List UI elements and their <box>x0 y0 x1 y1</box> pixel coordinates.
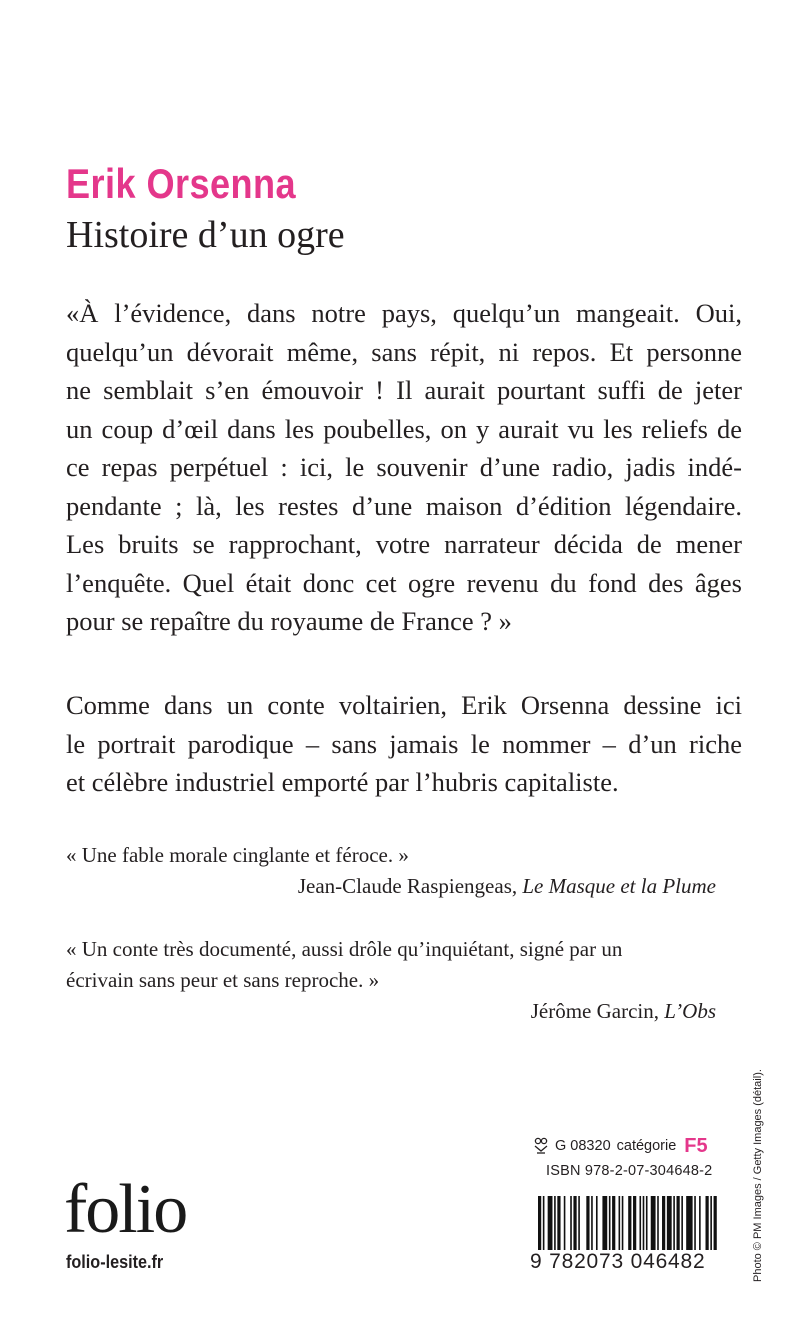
blurb-quote <box>66 294 742 641</box>
barcode-bar <box>573 1196 576 1250</box>
barcode-bar <box>657 1196 659 1250</box>
barcode-bar <box>646 1196 648 1250</box>
barcode-bar <box>612 1196 615 1250</box>
barcode-bar <box>639 1196 641 1250</box>
author-name: Erik Orsenna <box>66 160 297 207</box>
press-quote <box>66 840 716 902</box>
barcode-bar <box>628 1196 631 1250</box>
barcode-bar <box>633 1196 636 1250</box>
blurb-line: «À l’évidence, dans notre pays, quelqu’un mangeait. Oui, <box>66 298 742 328</box>
blurb-line: Les bruits se rapprochant, votre narrateur décida de mener <box>66 529 742 559</box>
barcode-bar <box>596 1196 598 1250</box>
barcode-bar <box>643 1196 645 1250</box>
blurb-line: pendante ; là, les restes d’une maison d’édition légendaire. <box>66 490 742 521</box>
barcode-bar <box>714 1196 717 1250</box>
quote-source-name: Jérôme Garcin, <box>530 999 660 1023</box>
barcode-digits: 9 782073 046482 <box>530 1250 706 1273</box>
barcode-bar <box>662 1196 665 1250</box>
barcode-bar <box>667 1196 672 1250</box>
publisher-website: folio-lesite.fr <box>66 1252 164 1272</box>
summary-line: et célèbre industriel emporté par l’hubris capitaliste. <box>66 767 619 797</box>
price-category: F5 <box>684 1134 708 1157</box>
blurb-line: l’enquête. Quel était donc cet ogre revenu du fond des âges <box>66 567 742 598</box>
summary-line: Comme dans un conte voltairien, Erik Orsenna dessine ici <box>66 690 742 720</box>
book-title: Histoire d’un ogre <box>66 214 345 256</box>
barcode-bar <box>570 1196 572 1250</box>
blurb-line: quelqu’un dévorait même, sans répit, ni repos. Et personne <box>66 336 742 367</box>
barcode-bar <box>673 1196 675 1250</box>
quote-source-publication: L’Obs <box>664 999 716 1023</box>
barcode-bar <box>557 1196 560 1250</box>
blurb-line: pour se repaître du royaume de France ? » <box>66 606 512 636</box>
quote-text: écrivain sans peur et sans reproche. » <box>66 968 380 992</box>
colophon <box>533 1133 723 1179</box>
barcode-bar <box>677 1196 680 1250</box>
isbn: ISBN 978-2-07-304648-2 <box>546 1163 713 1179</box>
quote-source-name: Jean-Claude Raspiengeas, <box>297 874 518 898</box>
press-quote <box>66 934 716 1027</box>
barcode-bar <box>564 1196 566 1250</box>
blurb-line: un coup d’œil dans les poubelles, on y aurait vu les reliefs de <box>66 413 742 444</box>
barcode-bar <box>619 1196 621 1250</box>
barcode-bar <box>681 1196 683 1250</box>
barcode-bar <box>710 1196 712 1250</box>
photo-credit: Photo © PM Images / Getty Images (détail). <box>752 1069 764 1282</box>
barcode-bar <box>591 1196 593 1250</box>
barcode-bar <box>686 1196 692 1250</box>
barcode-bar <box>543 1196 545 1250</box>
barcode-bar <box>578 1196 580 1250</box>
barcode-bar <box>622 1196 624 1250</box>
quote-text: « Un conte très documenté, aussi drôle qu’inquiétant, signé par un <box>66 937 623 961</box>
blurb-line: ne semblait s’en émouvoir ! Il aurait pourtant suffi de jeter <box>66 375 742 405</box>
quote-source-publication: Le Masque et la Plume <box>522 874 716 898</box>
summary-paragraph <box>66 686 742 802</box>
barcode-bar <box>554 1196 556 1250</box>
blurb-line: ce repas perpétuel : ici, le souvenir d’une radio, jadis indé- <box>66 452 742 482</box>
category-label: catégorie <box>616 1138 677 1154</box>
barcode-bar <box>548 1196 553 1250</box>
barcode-bar <box>538 1196 541 1250</box>
quote-source <box>66 871 716 902</box>
barcode-bar <box>699 1196 701 1250</box>
barcode-bar <box>609 1196 611 1250</box>
barcode-bar <box>586 1196 589 1250</box>
barcode-bar <box>651 1196 656 1250</box>
barcode-bar <box>602 1196 607 1250</box>
quote-source <box>66 996 716 1027</box>
publisher-logo: folio <box>64 1171 187 1248</box>
barcode-bar <box>706 1196 709 1250</box>
distribution-code: G 08320 <box>555 1138 611 1154</box>
summary-line: le portrait parodique – sans jamais le nommer – d’un riche <box>66 728 742 759</box>
quote-text: « Une fable morale cinglante et féroce. » <box>66 843 409 867</box>
barcode-bar <box>694 1196 696 1250</box>
gallimard-mark-icon <box>533 1137 549 1155</box>
